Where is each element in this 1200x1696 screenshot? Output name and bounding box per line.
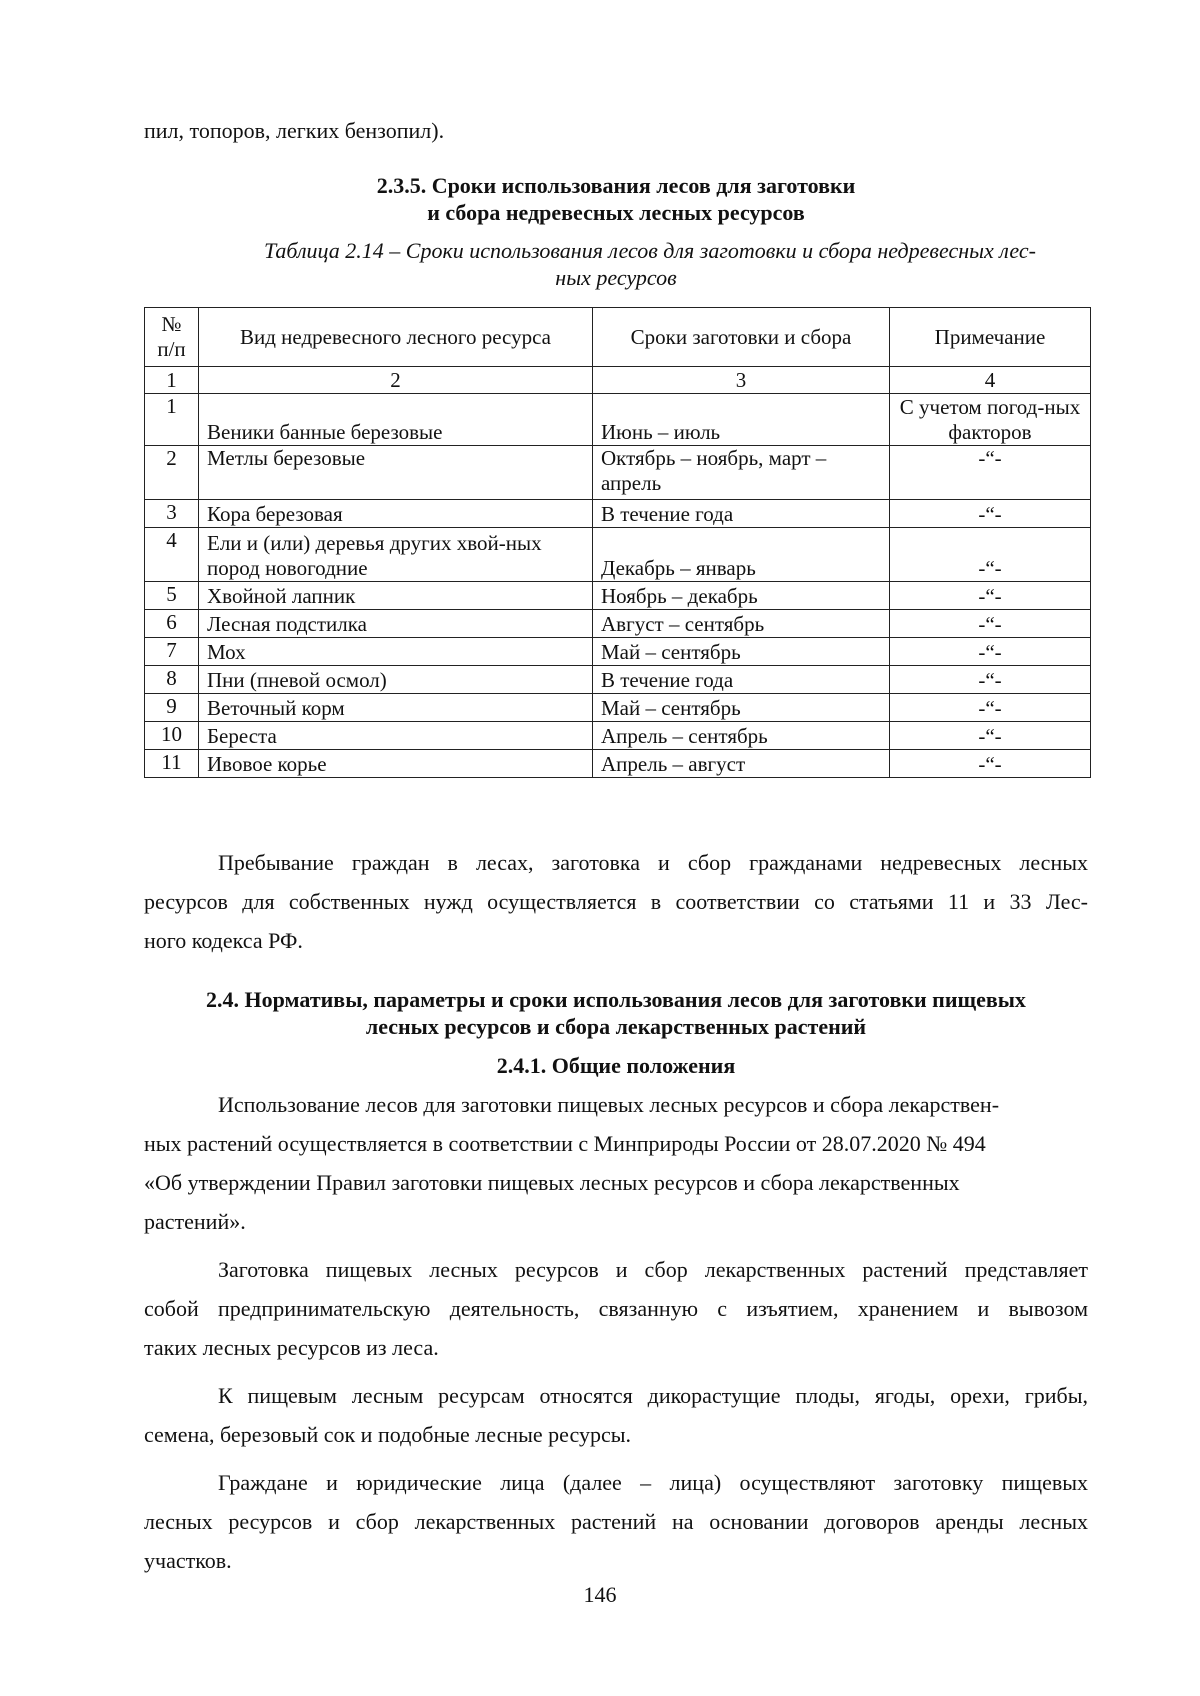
paragraph-business-l1: Заготовка пищевых лесных ресурсов и сбор лекарственных растений представляет [218,1257,1088,1282]
row-number: 8 [145,666,199,694]
row-period: Апрель – август [593,750,890,778]
row-period: Ноябрь – декабрь [593,582,890,610]
paragraph-business-l3: таких лесных ресурсов из леса. [144,1335,439,1360]
row-resource: Ели и (или) деревья других хвой-ных пород новогодние [199,528,593,582]
paragraph-use-l1: Использование лесов для заготовки пищевых лесных ресурсов и сбора лекарствен- [218,1092,1000,1117]
row-note: -“- [890,750,1091,778]
header-note: Примечание [890,308,1091,367]
row-period: Август – сентябрь [593,610,890,638]
row-note: -“- [890,722,1091,750]
row-number: 5 [145,582,199,610]
row-period: Май – сентябрь [593,638,890,666]
row-resource: Кора березовая [199,500,593,528]
row-note: -“- [890,446,1091,500]
row-note: -“- [890,694,1091,722]
row-number: 3 [145,500,199,528]
row-period: Май – сентябрь [593,694,890,722]
row-note: -“- [890,610,1091,638]
row-period: В течение года [593,666,890,694]
section-title-2-4: 2.4. Нормативы, параметры и сроки использования лесов для заготовки пищевых [206,987,1026,1012]
table-row [145,750,1091,778]
row-resource: Береста [199,722,593,750]
paragraph-stay-l2: ресурсов для собственных нужд осуществляется в соответствии со статьями 11 и 33 Лес- [144,889,1088,914]
previous-text-tail: пил, топоров, легких бензопил). [144,118,445,143]
row-note: -“- [890,638,1091,666]
paragraph-use-l3: «Об утверждении Правил заготовки пищевых лесных ресурсов и сбора лекарственных [144,1170,960,1195]
row-resource: Пни (пневой осмол) [199,666,593,694]
table-row [145,666,1091,694]
row-number: 9 [145,694,199,722]
paragraph-citizens-l2: лесных ресурсов и сбор лекарственных растений на основании договоров аренды лесных [144,1509,1088,1534]
row-period: Декабрь – январь [593,528,890,582]
page-number: 146 [583,1582,617,1607]
table-row [145,582,1091,610]
paragraph-food-l2: семена, березовый сок и подобные лесные ресурсы. [144,1422,632,1447]
non-timber-resources-table [144,307,1091,778]
row-period: Апрель – сентябрь [593,722,890,750]
row-period: Июнь – июль [593,394,890,446]
paragraph-stay-l3: ного кодекса РФ. [144,928,303,953]
section-title-2-3-5-cont: и сбора недревесных лесных ресурсов [427,200,805,225]
row-number: 10 [145,722,199,750]
row-number: 2 [145,446,199,500]
paragraph-stay-l1: Пребывание граждан в лесах, заготовка и сбор гражданами недревесных лесных [218,850,1088,875]
table-row [145,528,1091,582]
column-number-row [145,367,1091,394]
row-resource: Лесная подстилка [199,610,593,638]
paragraph-citizens-l3: участков. [144,1548,232,1573]
table-header-row [145,308,1091,367]
row-note: -“- [890,666,1091,694]
row-number: 7 [145,638,199,666]
table-caption: Таблица 2.14 – Сроки использования лесов для заготовки и сбора недревесных лес- [263,238,1036,263]
row-period: В течение года [593,500,890,528]
paragraph-use-l4: растений». [144,1209,246,1234]
row-note: -“- [890,582,1091,610]
row-resource: Мох [199,638,593,666]
table-row [145,610,1091,638]
row-note: -“- [890,528,1091,582]
paragraph-citizens-l1: Граждане и юридические лица (далее – лица) осуществляют заготовку пищевых [218,1470,1088,1495]
row-resource: Веточный корм [199,694,593,722]
table-row [145,394,1091,446]
row-period: Октябрь – ноябрь, март – апрель [593,446,890,500]
row-number: 1 [145,394,199,446]
row-resource: Хвойной лапник [199,582,593,610]
header-number: № п/п [145,308,199,367]
header-period: Сроки заготовки и сбора [593,308,890,367]
row-number: 11 [145,750,199,778]
col-number-4: 4 [890,367,1091,394]
row-resource: Веники банные березовые [199,394,593,446]
paragraph-business-l2: собой предпринимательскую деятельность, связанную с изъятием, хранением и вывозом [144,1296,1088,1321]
subsection-title-2-4-1: 2.4.1. Общие положения [496,1053,736,1078]
table-row [145,446,1091,500]
row-resource: Ивовое корье [199,750,593,778]
col-number-3: 3 [593,367,890,394]
paragraph-food-l1: К пищевым лесным ресурсам относятся дикорастущие плоды, ягоды, орехи, грибы, [218,1383,1088,1408]
paragraph-use-l2: ных растений осуществляется в соответствии с Минприроды России от 28.07.2020 № 494 [144,1131,986,1156]
header-resource: Вид недревесного лесного ресурса [199,308,593,367]
col-number-1: 1 [145,367,199,394]
row-number: 4 [145,528,199,582]
table-row [145,694,1091,722]
section-title-2-3-5: 2.3.5. Сроки использования лесов для заготовки [376,173,856,198]
table-caption-cont: ных ресурсов [555,265,677,290]
col-number-2: 2 [199,367,593,394]
row-resource: Метлы березовые [199,446,593,500]
table-row [145,500,1091,528]
row-note: -“- [890,500,1091,528]
row-number: 6 [145,610,199,638]
table-row [145,722,1091,750]
section-title-2-4-cont: лесных ресурсов и сбора лекарственных растений [365,1014,867,1039]
row-note: С учетом погод-ных факторов [890,394,1091,446]
table-row [145,638,1091,666]
